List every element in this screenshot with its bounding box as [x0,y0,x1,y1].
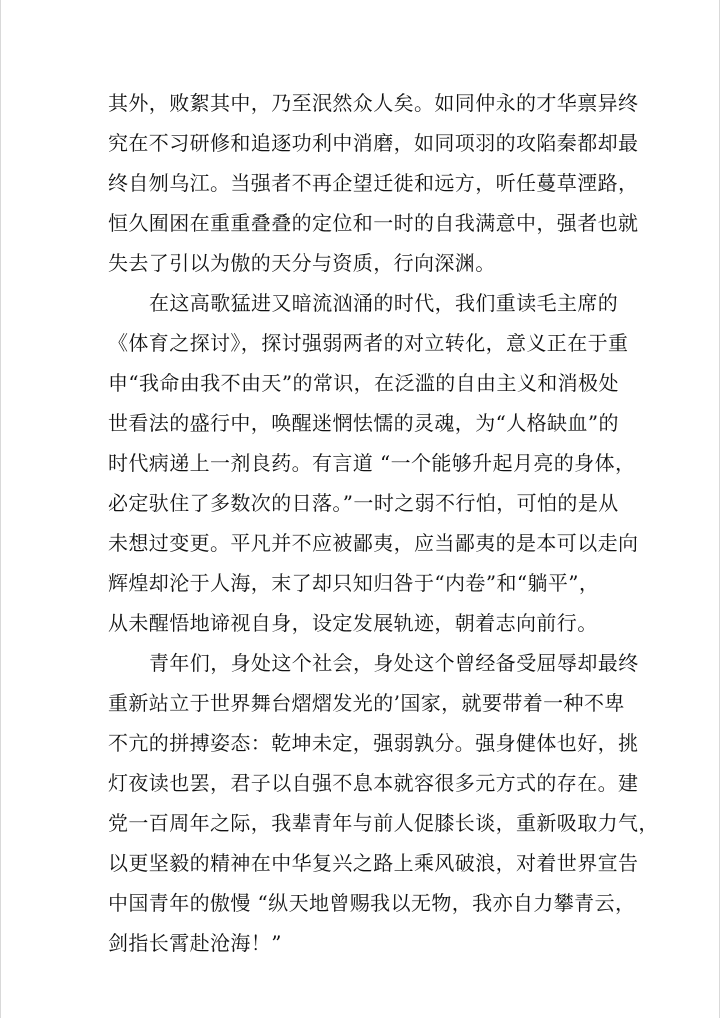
paragraph-2-line-4: 世看法的盛行中，唤醒迷惘怯懦的灵魂，为“人格缺血”的 [108,411,619,435]
paragraph-1-line-2: 究在不习研修和追逐功利中消磨，如同项羽的攻陷秦都却最 [108,131,639,155]
paragraph-3-line-1: 青年们，身处这个社会，身处这个曾经备受屈辱却最终 [149,651,639,675]
paragraph-3-line-4: 灯夜读也罢，君子以自强不息本就容很多元方式的存在。建 [108,771,639,795]
paragraph-2-line-1: 在这高歌猛进又暗流汹涌的时代，我们重读毛主席的 [149,291,619,315]
page-edge-left [0,0,1,1018]
paragraph-1-line-3: 终自刎乌江。当强者不再企望迁徙和远方，听任蔓草湮路， [108,171,639,195]
paragraph-1-line-5: 失去了引以为傲的天分与资质，行向深渊。 [108,251,496,275]
paragraph-3-line-3: 不亢的拼搏姿态：乾坤未定，强弱孰分。强身健体也好，挑 [108,731,639,755]
paragraph-3-line-2: 重新站立于世界舞台熠熠发光的’国家，就要带着一种不卑 [108,691,625,715]
paragraph-1-line-1: 其外，败絮其中，乃至泯然众人矣。如同仲永的才华禀异终 [108,91,639,115]
paragraph-2-line-9: 从未醒悟地谛视自身，设定发展轨迹，朝着志向前行。 [108,611,598,635]
paragraph-3-line-7: 中国青年的傲慢 “纵天地曾赐我以无物，我亦自力攀青云， [108,891,636,915]
paragraph-2-line-8: 辉煌却沦于人海，末了却只知归咎于“内卷”和“躺平”， [108,571,600,595]
paragraph-2-line-2: 《体育之探讨》，探讨强弱两者的对立转化，意义正在于重 [108,331,629,355]
paragraph-2-line-3: 申“我命由我不由天”的常识，在泛滥的自由主义和消极处 [108,371,619,395]
paragraph-3-line-8: 剑指长霄赴沧海！” [108,931,282,955]
paragraph-2-line-6: 必定驮住了多数次的日落。”一时之弱不行怕，可怕的是从 [108,491,619,515]
paragraph-1-line-4: 恒久囿困在重重叠叠的定位和一时的自我满意中，强者也就 [108,211,639,235]
paragraph-3-line-6: 以更坚毅的精神在中华复兴之路上乘风破浪，对着世界宣告 [108,851,639,875]
paragraph-2-line-7: 未想过变更。平凡并不应被鄙夷，应当鄙夷的是本可以走向 [108,531,639,555]
paragraph-3-line-5: 党一百周年之际，我辈青年与前人促膝长谈，重新吸取力气， [108,811,659,835]
paragraph-2-line-5: 时代病递上一剂良药。有言道 “一个能够升起月亮的身体， [108,451,636,475]
